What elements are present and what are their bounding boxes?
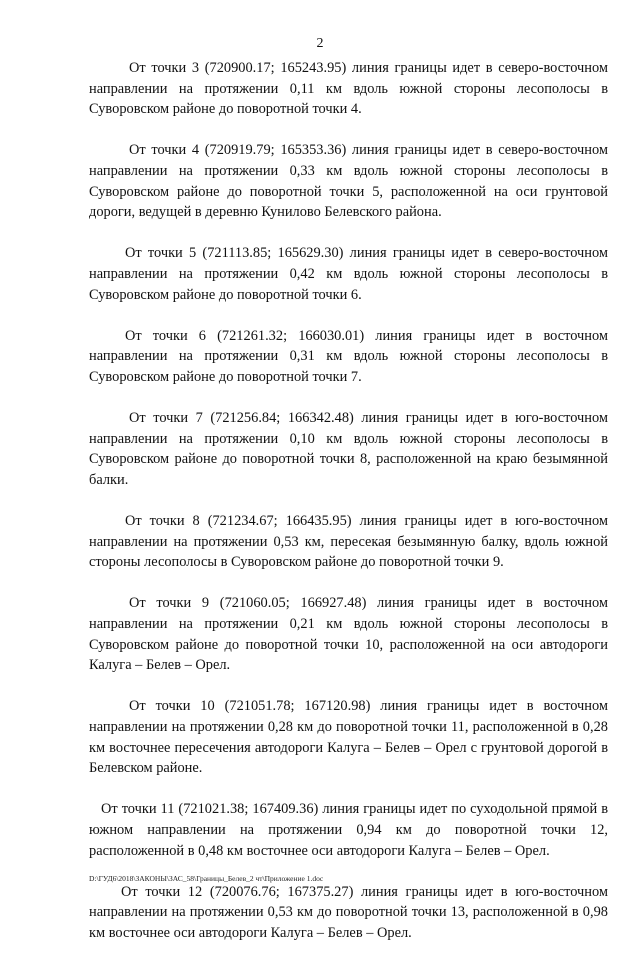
paragraph-point-3: От точки 3 (720900.17; 165243.95) линия границы идет в северо-восточном направлении на протяжении 0,11 км вдоль южной стороны лесополосы в Суворовском районе до поворотной точки 4.	[89, 60, 608, 118]
paragraph-point-12: От точки 12 (720076.76; 167375.27) линия границы идет в юго-восточном направлении на протяжении 0,53 км до поворотной точки 13, расположенной в 0,98 км восточнее оси автодороги Калуга – Белев – Орел.	[89, 883, 608, 941]
paragraph-point-10: От точки 10 (721051.78; 167120.98) линия границы идет в восточном направлении на протяжении 0,28 км до поворотной точки 11, расположенной в 0,28 км восточнее пересечения автодороги Калуга – Белев – Орел с грунтовой дорогой в Белевском районе.	[89, 698, 608, 777]
paragraph-point-6: От точки 6 (721261.32; 166030.01) линия границы идет в восточном направлении на протяжении 0,31 км вдоль южной стороны лесополосы в Суворовском районе до поворотной точки 7.	[89, 327, 608, 385]
page-number: 2	[316, 36, 324, 51]
paragraph-point-7: От точки 7 (721256.84; 166342.48) линия границы идет в юго-восточном направлении на протяжении 0,10 км вдоль южной стороны лесополосы в Суворовском районе до поворотной точки 8, расположенной на краю безымянной балки.	[89, 410, 608, 488]
footer-file-path: D:\ГУД6\2018\ЗАКОНЫ\ЗАС_58\Границы_Белев_2 чт\Приложение 1.doc	[89, 874, 324, 883]
paragraph-point-4: От точки 4 (720919.79; 165353.36) линия границы идет в северо-восточном направлении на протяжении 0,33 км вдоль южной стороны лесополосы в Суворовском районе до поворотной точки 5, расположенной на оси грунтовой дороги, ведущей в деревню Кунилово Белевского района.	[89, 142, 608, 221]
paragraph-point-5: От точки 5 (721113.85; 165629.30) линия границы идет в северо-восточном направлении на протяжении 0,42 км вдоль южной стороны лесополосы в Суворовском районе до поворотной точки 6.	[89, 245, 608, 303]
paragraph-point-11: От точки 11 (721021.38; 167409.36) линия границы идет по суходольной прямой в южном направлении на протяжении 0,94 км до поворотной точки 12, расположенной в 0,48 км восточнее оси автодороги Калуга – Белев – Орел.	[89, 801, 608, 859]
document-body	[89, 58, 608, 964]
paragraph-point-9: От точки 9 (721060.05; 166927.48) линия границы идет в восточном направлении на протяжении 0,21 км вдоль южной стороны лесополосы в Суворовском районе до поворотной точки 10, расположенной на оси автодороги Калуга – Белев – Орел.	[89, 595, 608, 674]
paragraph-point-8: От точки 8 (721234.67; 166435.95) линия границы идет в юго-восточном направлении на протяжении 0,53 км, пересекая безымянную балку, вдоль южной стороны лесополосы в Суворовском районе до поворотной точки 9.	[89, 513, 608, 571]
